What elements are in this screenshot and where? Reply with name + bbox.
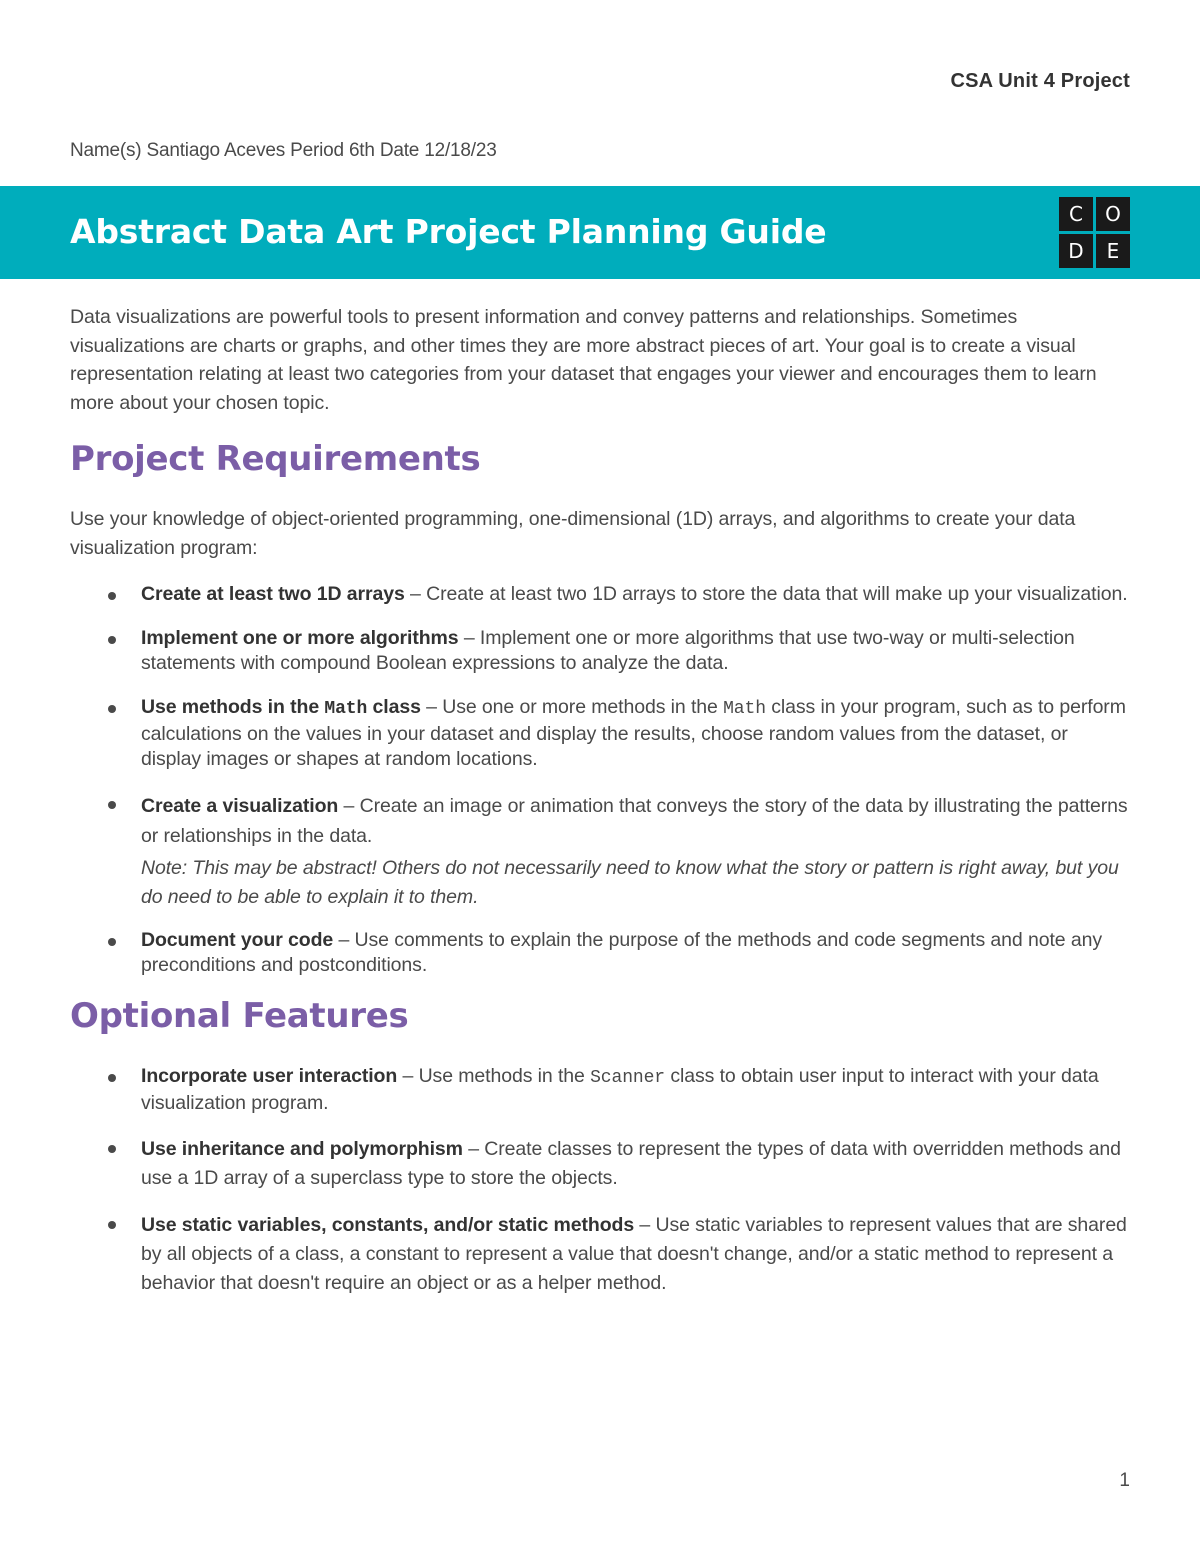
name-period-date-line: Name(s) Santiago Aceves Period 6th Date 12/18/23: [70, 140, 497, 161]
code-org-logo: [1059, 197, 1130, 269]
bullet-icon: [108, 636, 116, 644]
item-text: – Create at least two 1D arrays to store the data that will make up your visualization.: [404, 583, 1128, 605]
list-item: [70, 626, 1130, 676]
list-item: [70, 582, 1130, 607]
intro-paragraph: Data visualizations are powerful tools to present information and convey patterns and relationships. Sometimes visualizations are charts or graphs, and other times they are more abstract pieces of art. Your goal is to create a visual representation relating at least two categories from your dataset that engages your viewer and encourages them to learn more about your chosen topic.: [70, 306, 1097, 414]
list-item: [70, 791, 1130, 911]
bullet-icon: [108, 801, 116, 809]
list-item: [70, 1135, 1130, 1193]
item-text: – Create an image or animation that conveys the story of the data by illustrating the patterns or relationships in the data.: [141, 795, 1128, 847]
page-number: 1: [1119, 1470, 1130, 1491]
list-item: [70, 1064, 1130, 1116]
optional-features-list: [70, 1064, 1130, 1298]
bullet-icon: [108, 1074, 116, 1082]
item-text: – Create classes to represent the types of data with overridden methods and use a 1D array of a superclass type to store the objects.: [141, 1138, 1121, 1189]
page-title: Abstract Data Art Project Planning Guide: [70, 212, 827, 251]
item-title: Create at least two 1D arrays: [141, 583, 405, 605]
item-text: – Use static variables to represent values that are shared by all objects of a class, a constant to represent a value that doesn't change, and/or a static method to represent a behavior that doesn't require an object or as a helper method.: [141, 1214, 1127, 1294]
optional-features-heading: Optional Features: [70, 996, 409, 1036]
item-text-pre: – Use one or more methods in the: [420, 696, 724, 718]
item-title-pre: Use methods in the: [141, 696, 325, 718]
project-requirements-heading: Project Requirements: [70, 439, 481, 479]
logo-letter-c: C: [1059, 197, 1093, 231]
item-text: – Implement one or more algorithms that use two-way or multi-selection statements with compound Boolean expressions to analyze the data.: [141, 627, 1075, 674]
logo-letter-e: E: [1096, 234, 1130, 268]
logo-letter-o: O: [1096, 197, 1130, 231]
item-text: – Use comments to explain the purpose of the methods and code segments and note any preconditions and postconditions.: [141, 929, 1102, 976]
item-title-code: Math: [324, 699, 368, 719]
item-title: Use inheritance and polymorphism: [141, 1138, 463, 1160]
list-item: [70, 928, 1130, 978]
list-item: [70, 1211, 1130, 1298]
list-item: [70, 695, 1130, 772]
item-text-code: Scanner: [590, 1068, 666, 1088]
item-title: Create a visualization: [141, 795, 339, 817]
document-body: [70, 303, 1130, 1298]
item-note: Note: This may be abstract! Others do not necessarily need to know what the story or pattern is right away, but you do need to be able to explain it to them.: [141, 857, 1119, 908]
bullet-icon: [108, 1221, 116, 1229]
bullet-icon: [108, 705, 116, 713]
requirements-intro: Use your knowledge of object-oriented programming, one-dimensional (1D) arrays, and algorithms to create your data visualization program:: [70, 508, 1076, 559]
item-text-code: Math: [723, 699, 766, 719]
item-title-post: class: [367, 696, 421, 718]
item-title: Incorporate user interaction: [141, 1065, 398, 1087]
bullet-icon: [108, 938, 116, 946]
bullet-icon: [108, 592, 116, 600]
item-text-pre: – Use methods in the: [397, 1065, 591, 1087]
item-text-post: class to obtain user input to interact with your data visualization program.: [141, 1065, 1099, 1114]
item-title: Implement one or more algorithms: [141, 627, 459, 649]
bullet-icon: [108, 1145, 116, 1153]
logo-letter-d: D: [1059, 234, 1093, 268]
item-title: Document your code: [141, 929, 334, 951]
item-title: Use static variables, constants, and/or static methods: [141, 1214, 635, 1236]
document-header-label: CSA Unit 4 Project: [950, 70, 1130, 92]
requirements-list: [70, 582, 1130, 978]
title-banner: [0, 186, 1200, 279]
item-text-post: class in your program, such as to perform calculations on the values in your dataset and display the results, choose random values from the dataset, or display images or shapes at random locations.: [141, 696, 1126, 770]
